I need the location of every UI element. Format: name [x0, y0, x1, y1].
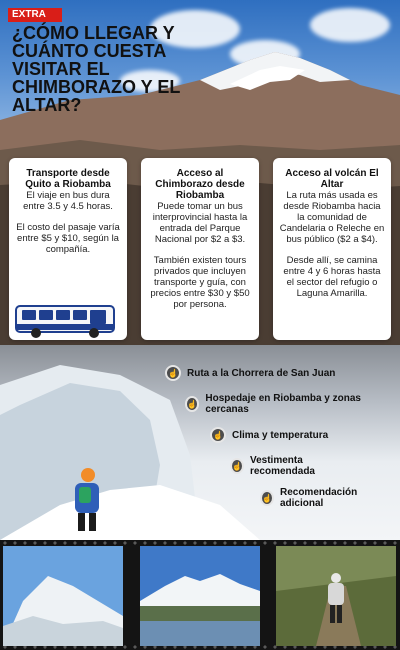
brand-logo: EXTRA: [8, 8, 62, 22]
hand-pointer-icon: ☝: [230, 458, 244, 474]
card-access-el-altar: [273, 158, 391, 340]
hand-pointer-icon: ☝: [165, 365, 181, 381]
card-text: La ruta más usada es desde Riobamba hacia la comunidad de Candelaria o Releche en bus público ($2 a $4).: [279, 190, 385, 245]
gallery-photo-hiker: [276, 546, 396, 646]
card-text: El costo del pasaje varía entre $5 y $10, según la compañía.: [16, 222, 120, 255]
menu-item-weather[interactable]: [210, 427, 328, 443]
card-text: El viaje en bus dura entre 3.5 y 4.5 horas.: [23, 190, 113, 212]
menu-item-label: Recomendación adicional: [279, 487, 358, 509]
bus-icon: [14, 300, 118, 340]
gallery-photo-lake: [140, 546, 260, 646]
hand-pointer-icon: ☝: [260, 490, 274, 506]
menu-item-route-chorrera[interactable]: [165, 365, 335, 381]
card-text: Desde allí, se camina entre 4 y 6 horas hasta el sector del refugio o Laguna Amarilla.: [283, 255, 381, 299]
card-title: Acceso al volcán El Altar: [285, 168, 379, 190]
card-text: Puede tomar un bus interprovincial hasta la entrada del Parque Nacional por $2 a $3.: [152, 201, 248, 245]
card-access-chimborazo: [141, 158, 259, 340]
menu-item-label: Ruta a la Chorrera de San Juan: [187, 367, 336, 379]
menu-item-clothing[interactable]: [230, 455, 350, 477]
gallery-photo-snowy-peak: [3, 546, 123, 646]
menu-item-label: Hospedaje en Riobamba y zonas cercanas: [205, 393, 361, 415]
photo-gallery: [0, 540, 400, 650]
page-title: ¿CÓMO LLEGAR Y CUÁNTO CUESTA VISITAR EL CHIMBORAZO Y EL ALTAR?: [12, 23, 181, 115]
menu-item-lodging[interactable]: [185, 393, 380, 415]
card-title: Acceso al Chimborazo desde Riobamba: [155, 168, 245, 201]
glacier-section: [0, 345, 400, 540]
card-text: También existen tours privados que incluyen transporte y guía, con precios entre $30 y $50 por persona.: [150, 255, 250, 310]
hand-pointer-icon: ☝: [185, 396, 199, 412]
menu-item-label: Clima y temperatura: [232, 429, 329, 441]
hand-pointer-icon: ☝: [210, 427, 226, 443]
menu-item-label: Vestimenta recomendada: [249, 455, 315, 477]
menu-item-recommendation[interactable]: [260, 487, 380, 509]
card-title: Transporte desde Quito a Riobamba: [25, 168, 111, 190]
